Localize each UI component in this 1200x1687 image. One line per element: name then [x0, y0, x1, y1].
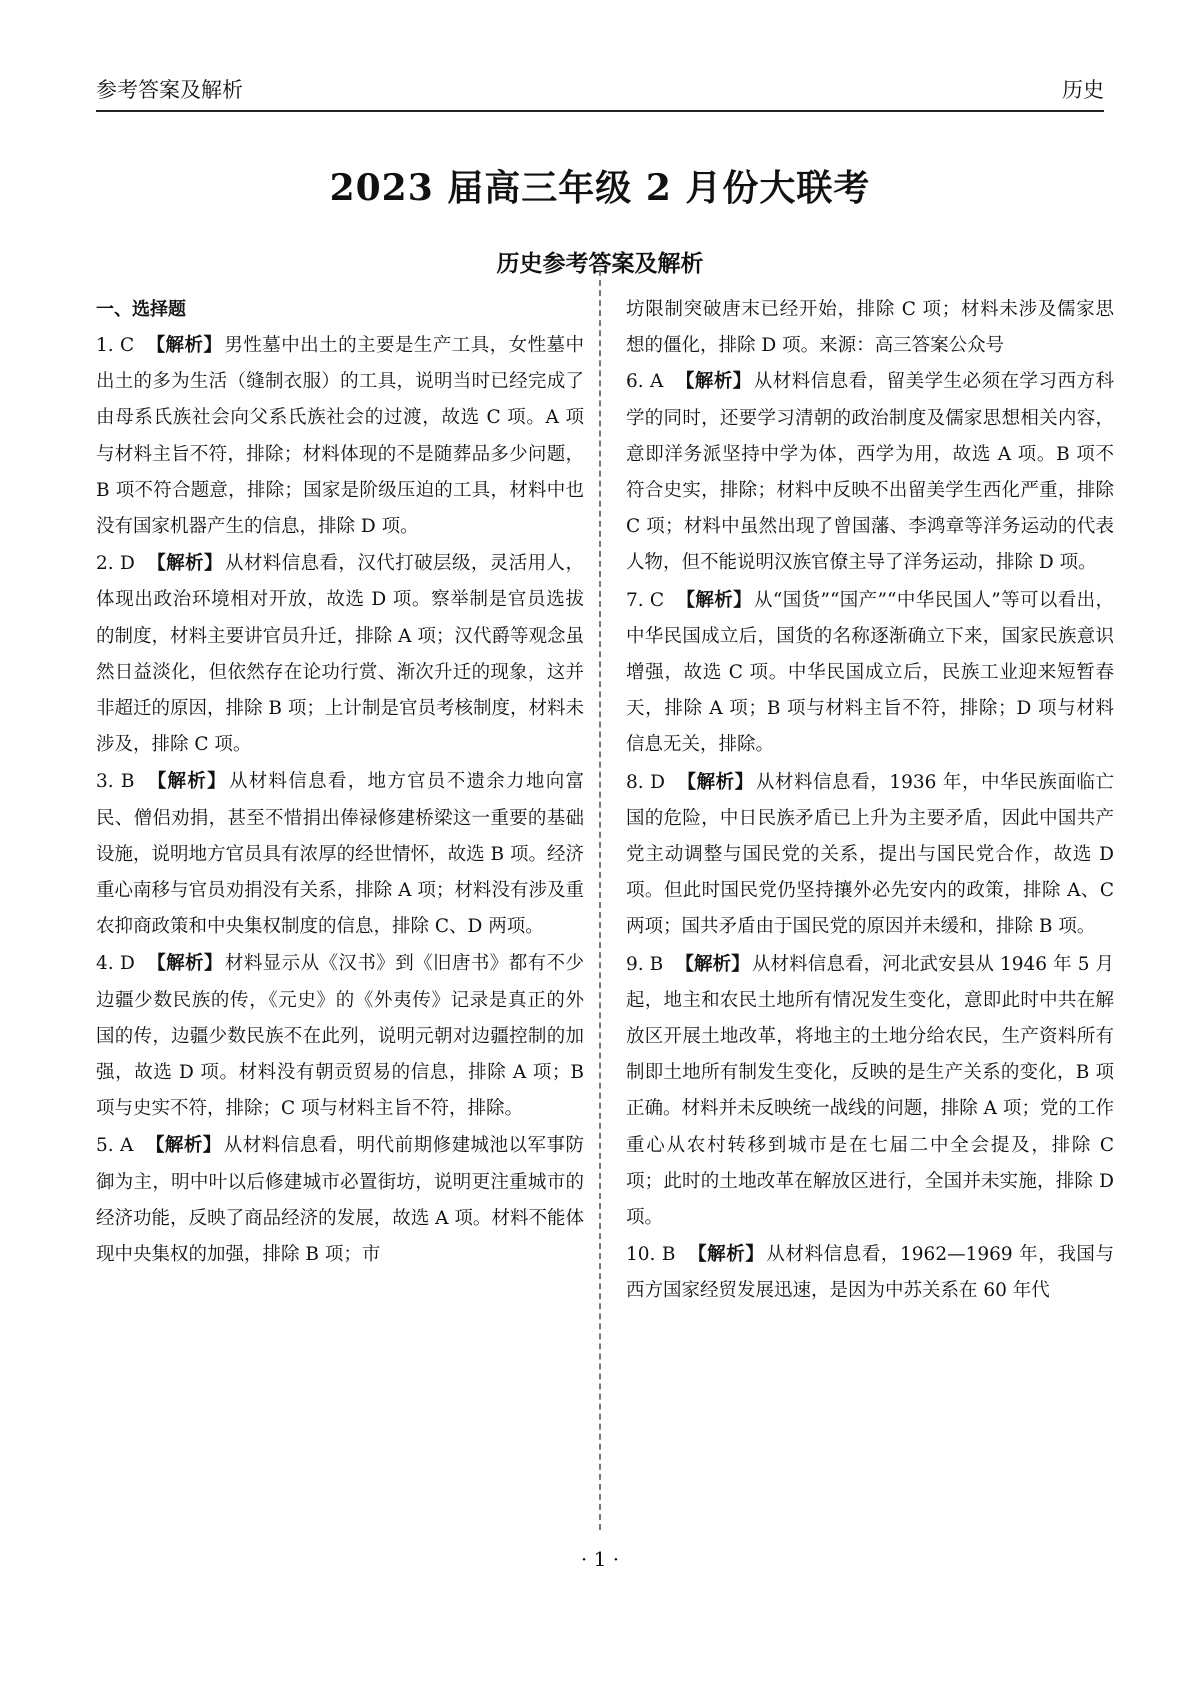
answer-number: 2. D [96, 553, 135, 575]
answer-text: 从材料信息看，汉代打破层级，灵活用人，体现出政治环境相对开放，故选 D 项。察举制是官员选拔的制度，材料主要讲官员升迁，排除 A 项；汉代爵等观念虽然日益淡化，但依然存在论功行赏、渐次升迁的现象，这并非超迁的原因，排除 B 项；上计制是官员考核制度，材料未涉及，排除 C 项。 [96, 553, 584, 756]
analysis-tag: 【解析】 [676, 771, 754, 793]
answer-item [96, 764, 584, 945]
document-title: 2023 届高三年级 2 月份大联考 [329, 167, 871, 209]
answer-text: 从材料信息看，1936 年，中华民族面临亡国的危险，中日民族矛盾已上升为主要矛盾，因此中国共产党主动调整与国民党的关系，提出与国民党合作，故选 D 项。但此时国民党仍坚持攘外必先安内的政策，排除 A、C 两项；国共矛盾由于国民党的原因并未缓和，排除 B 项。 [626, 771, 1114, 938]
analysis-tag: 【解析】 [146, 953, 223, 975]
answer-text: 从材料信息看，明代前期修建城池以军事防御为主，明中叶以后修建城市必置街坊，说明更注重城市的经济功能，反映了商品经济的发展，故选 A 项。材料不能体现中央集权的加强，排除 B 项；市 [96, 1135, 584, 1266]
answer-item [96, 546, 584, 763]
left-column [96, 292, 584, 1274]
answer-number: 10. B [626, 1244, 676, 1266]
answer-list-right [626, 364, 1114, 1309]
answer-list-left [96, 328, 584, 1273]
analysis-tag: 【解析】 [687, 1244, 765, 1266]
page-number: · 1 · [580, 1547, 620, 1571]
answer-text: 从材料信息看，1962—1969 年，我国与西方国家经贸发展迅速，是因为中苏关系在 60 年代 [626, 1244, 1114, 1302]
continuation-text: 坊限制突破唐末已经开始，排除 C 项；材料未涉及儒家思想的僵化，排除 D 项。来源：高三答案公众号 [626, 299, 1114, 357]
answer-item [96, 328, 584, 545]
answer-number: 7. C [626, 589, 665, 611]
answer-item [96, 1128, 584, 1273]
answer-item [626, 1237, 1114, 1309]
section-heading: 一、选择题 [96, 299, 186, 320]
analysis-tag: 【解析】 [146, 553, 223, 575]
answer-number: 1. C [96, 335, 135, 356]
analysis-tag: 【解析】 [146, 335, 223, 356]
answer-item [626, 765, 1114, 946]
answer-text: 从材料信息看，地方官员不遗余力地向富民、僧侣劝捐，甚至不惜捐出俸禄修建桥梁这一重要的基础设施，说明地方官员具有浓厚的经世情怀，故选 B 项。经济重心南移与官员劝捐没有关系，排除 A 项；材料没有涉及重农抑商政策和中央集权制度的信息，排除 C、D 两项。 [96, 771, 584, 938]
answer-number: 8. D [626, 771, 665, 793]
header-left-label: 参考答案及解析 [96, 78, 243, 102]
answer-number: 4. D [96, 953, 135, 975]
analysis-tag: 【解析】 [675, 953, 750, 975]
document-subtitle: 历史参考答案及解析 [496, 251, 704, 277]
column-divider [599, 270, 601, 1530]
page-header [96, 70, 1104, 112]
answer-number: 5. A [96, 1135, 134, 1157]
answer-text: 男性墓中出土的主要是生产工具，女性墓中出土的多为生活（缝制衣服）的工具，说明当时已经完成了由母系氏族社会向父系氏族社会的过渡，故选 C 项。A 项与材料主旨不符，排除；材料体现的不是随葬品多少问题，B 项不符合题意，排除；国家是阶级压迫的工具，材料中也没有国家机器产生的信息，排除 D 项。 [96, 335, 584, 538]
answer-text: 从材料信息看，河北武安县从 1946 年 5 月起，地主和农民土地所有情况发生变化，意即此时中共在解放区开展土地改革，将地主的土地分给农民，生产资料所有制即土地所有制发生变化，反映的是生产关系的变化，B 项正确。材料并未反映统一战线的问题，排除 A 项；党的工作重心从农村转移到城市是在七届二中全会提及，排除 C 项；此时的土地改革在解放区进行，全国并未实施，排除 D 项。 [626, 953, 1114, 1229]
answer-number: 9. B [626, 953, 664, 975]
answer-item [626, 947, 1114, 1237]
answer-item [96, 946, 584, 1127]
analysis-tag: 【解析】 [146, 771, 227, 793]
answer-number: 3. B [96, 771, 135, 793]
header-subject-label: 历史 [1062, 78, 1104, 102]
answer-text: 从材料信息看，留美学生必须在学习西方科学的同时，还要学习清朝的政治制度及儒家思想相关内容，意即洋务派坚持中学为体，西学为用，故选 A 项。B 项不符合史实，排除；材料中反映不出留美学生西化严重，排除 C 项；材料中虽然出现了曾国藩、李鸿章等洋务运动的代表人物，但不能说明汉族官僚主导了洋务运动，排除 D 项。 [626, 371, 1114, 574]
answer-item [626, 583, 1114, 764]
answer-item [626, 364, 1114, 581]
analysis-tag: 【解析】 [676, 589, 752, 611]
analysis-tag: 【解析】 [145, 1135, 222, 1157]
analysis-tag: 【解析】 [675, 371, 752, 393]
answer-number: 6. A [626, 371, 664, 393]
answer-text: 材料显示从《汉书》到《旧唐书》都有不少边疆少数民族的传，《元史》的《外夷传》记录是真正的外国的传，边疆少数民族不在此列，说明元朝对边疆控制的加强，故选 D 项。材料没有朝贡贸易的信息，排除 A 项；B 项与史实不符，排除；C 项与材料主旨不符，排除。 [96, 953, 584, 1120]
right-column [626, 292, 1114, 1311]
answer-text: 从“国货”“国产”“中华民国人”等可以看出，中华民国成立后，国货的名称逐渐确立下来，国家民族意识增强，故选 C 项。中华民国成立后，民族工业迎来短暂春天，排除 A 项；B 项与材料主旨不符，排除；D 项与材料信息无关，排除。 [626, 589, 1115, 756]
